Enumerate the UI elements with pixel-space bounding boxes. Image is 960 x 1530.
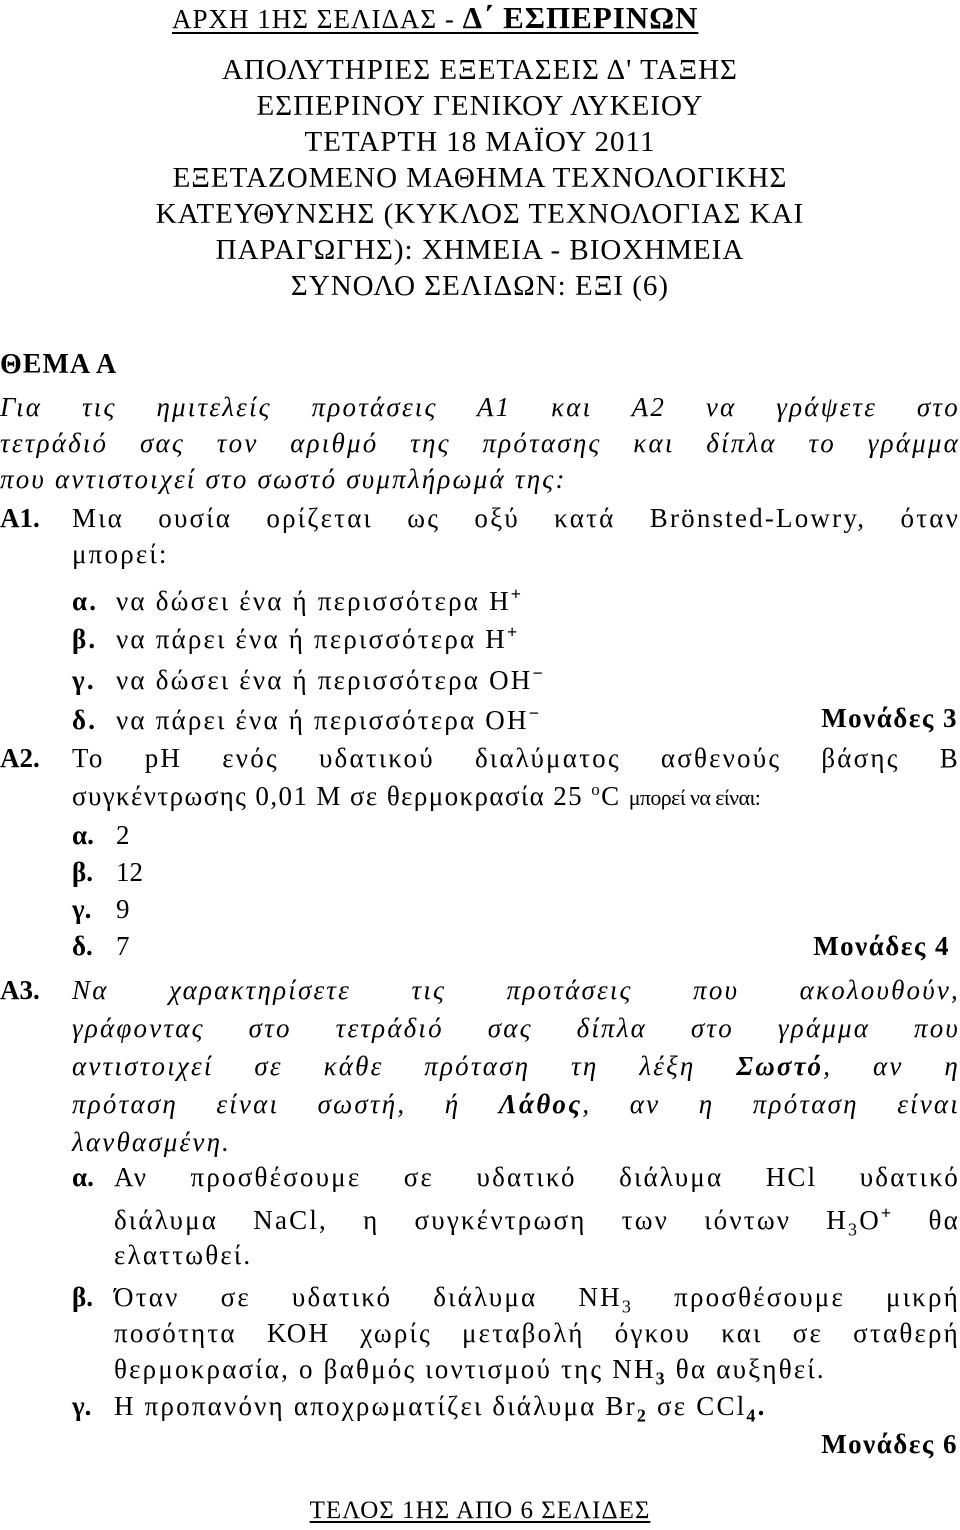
question-text: Να χαρακτηρίσετε τις προτάσεις που ακολουθούν, bbox=[72, 975, 960, 1005]
statement-text-part: Ο bbox=[859, 1205, 881, 1235]
statement-text bbox=[114, 1203, 960, 1240]
title-line: ΚΑΤΕΥΘΥΝΣΗΣ (ΚΥΚΛΟΣ ΤΕΧΝΟΛΟΓΙΑΣ ΚΑΙ bbox=[155, 198, 805, 230]
subscript: 2 bbox=[636, 1405, 649, 1426]
question-number: Α3. bbox=[0, 975, 40, 1005]
option-charge: − bbox=[528, 703, 542, 723]
option-label: γ. bbox=[72, 665, 96, 695]
question-text: Μια ουσία ορίζεται ως οξύ κατά Brönsted-Lowry, όταν bbox=[72, 503, 960, 533]
question-text-part: , αν η bbox=[823, 1051, 960, 1081]
title-line: ΕΣΠΕΡΙΝΟΥ ΓΕΝΙΚΟΥ ΛΥΚΕΙΟΥ bbox=[256, 90, 704, 122]
option-label: β. bbox=[72, 857, 93, 887]
option-text: να πάρει ένα ή περισσότερα ΟΗ bbox=[116, 705, 529, 735]
statement-text bbox=[114, 1354, 826, 1389]
title-line: ΕΞΕΤΑΖΟΜΕΝΟ ΜΑΘΗΜΑ ΤΕΧΝΟΛΟΓΙΚΗΣ bbox=[172, 162, 788, 194]
statement-text bbox=[114, 1391, 767, 1426]
statement-text-part: Όταν σε υδατικό διάλυμα NH bbox=[114, 1282, 622, 1312]
header-emph: Δ΄ ΕΣΠΕΡΙΝΩΝ bbox=[462, 0, 699, 35]
option-charge: + bbox=[507, 622, 520, 642]
subscript: 3 bbox=[621, 1296, 634, 1317]
statement-text-part: θερμοκρασία, ο βαθμός ιοντισμού της NH bbox=[114, 1354, 656, 1384]
statement-text: ποσότητα ΚΟΗ χωρίς μεταβολή όγκου και σε σταθερή bbox=[114, 1318, 960, 1348]
statement-label: β. bbox=[72, 1282, 93, 1312]
option-label: β. bbox=[72, 624, 98, 654]
answer-option bbox=[72, 584, 523, 617]
subscript: 3 bbox=[848, 1219, 860, 1240]
question-text: Το pH ενός υδατικού διαλύματος ασθενούς βάσης Β bbox=[72, 743, 960, 773]
option-text: να πάρει ένα ή περισσότερα Η bbox=[116, 624, 507, 654]
intro-line: Για τις ημιτελείς προτάσεις Α1 και Α2 να γράψετε στο bbox=[0, 392, 960, 422]
answer-option bbox=[72, 622, 519, 655]
answer-option bbox=[72, 894, 130, 925]
header-prefix: ΑΡΧΗ 1ΗΣ ΣΕΛΙΔΑΣ - bbox=[172, 4, 463, 34]
statement-text-part: διάλυμα NaCl, η συγκέντρωση των ιόντων Η bbox=[114, 1205, 849, 1235]
section-heading: ΘΕΜΑ Α bbox=[0, 349, 118, 380]
statement-text-part: Η προπανόνη αποχρωματίζει διάλυμα Br bbox=[114, 1391, 637, 1421]
option-text: να δώσει ένα ή περισσότερα ΟΗ bbox=[116, 665, 533, 695]
option-text: 12 bbox=[116, 857, 143, 887]
option-text: να δώσει ένα ή περισσότερα Η bbox=[116, 586, 511, 616]
statement-text-part: θα bbox=[893, 1205, 960, 1235]
keyword-correct: Σωστό bbox=[736, 1051, 824, 1081]
keyword-wrong: Λάθος bbox=[498, 1089, 583, 1119]
degree-mark: o bbox=[591, 780, 602, 799]
intro-line: που αντιστοιχεί στο σωστό συμπλήρωμά της: bbox=[0, 464, 567, 494]
answer-option bbox=[72, 703, 541, 736]
statement-text: Αν προσθέσουμε σε υδατικό διάλυμα HCl υδατικό bbox=[114, 1162, 960, 1192]
exam-title bbox=[0, 52, 960, 304]
statement-label: γ. bbox=[72, 1391, 92, 1421]
question-text-part: πρόταση είναι σωστή, ή bbox=[72, 1089, 499, 1119]
answer-option bbox=[72, 931, 130, 962]
question-text: λανθασμένη. bbox=[72, 1127, 232, 1157]
option-label: γ. bbox=[72, 894, 92, 924]
question-number: Α1. bbox=[0, 503, 40, 533]
statement-text-part: θα αυξηθεί. bbox=[666, 1354, 826, 1384]
option-label: δ. bbox=[72, 931, 93, 961]
question-text bbox=[72, 1051, 960, 1082]
question-text-part: , αν η πρόταση είναι bbox=[582, 1089, 960, 1119]
statement-text: ελαττωθεί. bbox=[114, 1240, 253, 1270]
question-text bbox=[72, 780, 760, 812]
option-charge: + bbox=[510, 584, 524, 604]
answer-option bbox=[72, 663, 545, 696]
title-line: ΤΕΤΑΡΤΗ 18 ΜΑΪΟΥ 2011 bbox=[304, 126, 656, 158]
question-text: μπορεί: bbox=[72, 539, 169, 569]
answer-option bbox=[72, 857, 143, 888]
option-label: α. bbox=[72, 586, 99, 616]
page-header bbox=[172, 0, 698, 36]
statement-text bbox=[114, 1282, 960, 1317]
question-number: Α2. bbox=[0, 743, 40, 773]
title-line: ΠΑΡΑΓΩΓΗΣ): ΧΗΜΕΙΑ - ΒΙΟΧΗΜΕΙΑ bbox=[215, 234, 745, 266]
question-text: γράφοντας στο τετράδιό σας δίπλα στο γράμμα που bbox=[72, 1013, 960, 1043]
subscript: 4 bbox=[746, 1405, 758, 1426]
question-text-part: αντιστοιχεί σε κάθε πρόταση τη λέξη bbox=[72, 1051, 737, 1081]
option-text: 2 bbox=[116, 820, 130, 850]
subscript: 3 bbox=[655, 1368, 667, 1389]
marks-label: Μονάδες 4 bbox=[813, 931, 950, 961]
option-label: α. bbox=[72, 820, 94, 850]
question-text bbox=[72, 1089, 960, 1120]
statement-text-part: . bbox=[757, 1391, 767, 1421]
option-label: δ. bbox=[72, 705, 98, 735]
page-footer: ΤΕΛΟΣ 1ΗΣ ΑΠΟ 6 ΣΕΛΙΔΕΣ bbox=[309, 1497, 651, 1524]
title-line: ΣΥΝΟΛΟ ΣΕΛΙΔΩΝ: ΕΞΙ (6) bbox=[290, 270, 670, 302]
marks-label: Μονάδες 3 bbox=[821, 703, 958, 733]
option-text: 9 bbox=[116, 894, 130, 924]
option-charge: − bbox=[532, 663, 545, 683]
option-text: 7 bbox=[116, 931, 130, 961]
marks-label: Μονάδες 6 bbox=[821, 1429, 958, 1459]
title-line: ΑΠΟΛΥΤΗΡΙΕΣ ΕΞΕΤΑΣΕΙΣ Δ' ΤΑΞΗΣ bbox=[222, 54, 738, 86]
charge-superscript: + bbox=[880, 1203, 894, 1223]
question-text-part: C bbox=[601, 781, 629, 811]
question-text-part: συγκέντρωσης 0,01 Μ σε θερμοκρασία 25 bbox=[72, 781, 592, 811]
statement-text-part: σε CCl bbox=[648, 1391, 747, 1421]
question-text-part: μπορεί να είναι: bbox=[628, 785, 761, 810]
answer-option bbox=[72, 820, 130, 851]
statement-label: α. bbox=[72, 1162, 94, 1192]
statement-text-part: προσθέσουμε μικρή bbox=[633, 1282, 960, 1312]
intro-line: τετράδιό σας τον αριθμό της πρότασης και δίπλα το γράμμα bbox=[0, 428, 960, 458]
